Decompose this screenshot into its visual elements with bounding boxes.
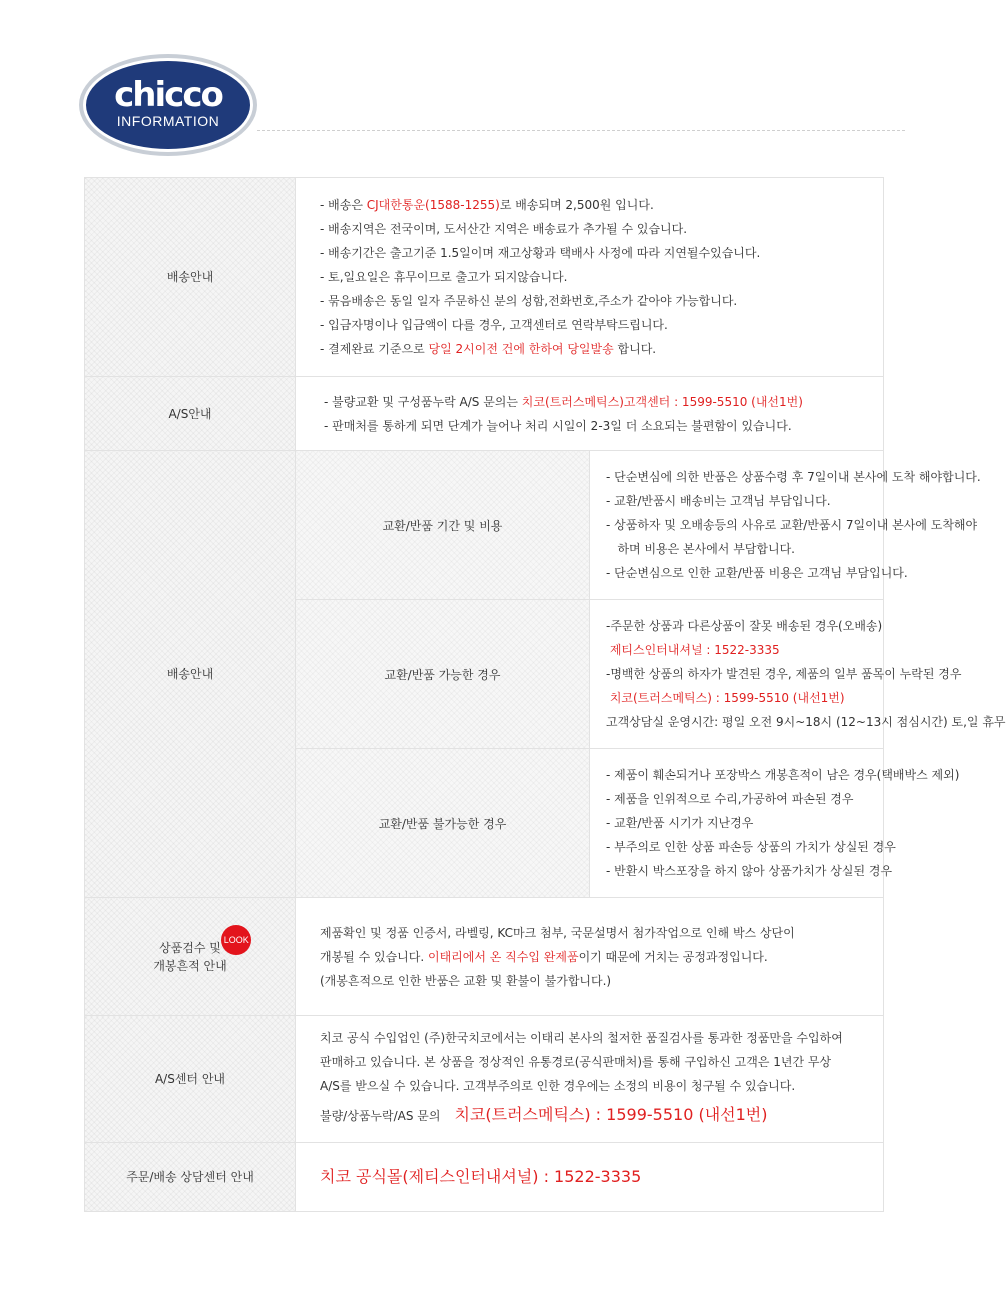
inspection-label-line-1: 상품검수 및 — [159, 940, 221, 955]
inspection-label — [85, 898, 296, 1016]
period-line-2: - 교환/반품시 배송비는 고객님 부담입니다. — [606, 494, 831, 508]
as-center-line-2: 판매하고 있습니다. 본 상품을 정상적인 유통경로(공식판매처)를 통해 구입하신 고객은 1년간 무상 — [320, 1054, 832, 1069]
period-line-1: - 단순변심에 의한 반품은 상품수령 후 7일이내 본사에 도착 해야합니다. — [606, 470, 981, 484]
look-badge: LOOK — [221, 925, 251, 955]
impossible-line-2: - 제품을 인위적으로 수리,가공하여 파손된 경우 — [606, 792, 854, 806]
inspection-line-2: 개봉될 수 있습니다. 이태리에서 온 직수입 완제품이기 때문에 거치는 공정과정입니다. — [320, 949, 768, 964]
possible-line-4: 치코(트러스메틱스) : 1599-5510 (내선1번) — [606, 691, 845, 705]
order-center-text: 치코 공식몰(제티스인터내셔널) : 1522-3335 — [320, 1167, 642, 1186]
as-center-line-1: 치코 공식 수입업인 (주)한국치코에서는 이태리 본사의 철저한 품질검사를 통과한 정품만을 수입하여 — [320, 1030, 843, 1045]
returns-impossible-content — [590, 749, 960, 898]
impossible-line-1: - 제품이 훼손되거나 포장박스 개봉흔적이 남은 경우(택배박스 제외) — [606, 768, 960, 782]
inspection-content — [296, 898, 884, 1016]
as-label: A/S안내 — [85, 377, 296, 451]
row-order-center — [85, 1143, 884, 1212]
row-returns-period — [85, 451, 884, 600]
shipping-line-3: - 배송기간은 출고기준 1.5일이며 재고상황과 택배사 사정에 따라 지연될수있습니다. — [320, 246, 761, 260]
possible-line-1: -주문한 상품과 다른상품이 잘못 배송된 경우(오배송) — [606, 619, 883, 633]
shipping-label: 배송안내 — [85, 178, 296, 377]
inspection-label-wrap — [153, 934, 249, 975]
row-inspection — [85, 898, 884, 1016]
inspection-label-line-2: 개봉흔적 안내 — [153, 958, 227, 973]
order-center-label: 주문/배송 상담센터 안내 — [85, 1143, 296, 1212]
period-line-3: - 상품하자 및 오배송등의 사유로 교환/반품시 7일이내 본사에 도착해야 — [606, 518, 978, 532]
inspection-line-1: 제품확인 및 정품 인증서, 라벨링, KC마크 첨부, 국문설명서 첨가작업으로 인해 박스 상단이 — [320, 925, 795, 940]
as-center-label: A/S센터 안내 — [85, 1016, 296, 1143]
returns-label: 배송안내 — [85, 451, 296, 898]
period-line-4: 하며 비용은 본사에서 부담합니다. — [606, 542, 795, 556]
as-center-line-4: 불량/상품누락/AS 문의 치코(트러스메틱스) : 1599-5510 (내선1번) — [320, 1104, 768, 1124]
impossible-line-5: - 반환시 박스포장을 하지 않아 상품가치가 상실된 경우 — [606, 864, 893, 878]
returns-possible-label: 교환/반품 가능한 경우 — [296, 600, 590, 749]
logo-brand-text: chicco — [114, 75, 222, 115]
possible-line-5: 고객상담실 운영시간: 평일 오전 9시~18시 (12~13시 점심시간) 토,일 휴무 — [606, 715, 1006, 729]
shipping-line-1: - 배송은 CJ대한통운(1588-1255)로 배송되며 2,500원 입니다. — [320, 198, 654, 212]
as-content — [296, 377, 884, 451]
shipping-line-4: - 토,일요일은 휴무이므로 출고가 되지않습니다. — [320, 270, 568, 284]
logo-sub-text: INFORMATION — [116, 113, 220, 129]
shipping-line-2: - 배송지역은 전국이며, 도서산간 지역은 배송료가 추가될 수 있습니다. — [320, 222, 688, 236]
returns-possible-content — [590, 600, 1006, 749]
possible-line-3: -명백한 상품의 하자가 발견된 경우, 제품의 일부 품목이 누락된 경우 — [606, 667, 962, 681]
inspection-line-3: (개봉흔적으로 인한 반품은 교환 및 환불이 불가합니다.) — [320, 973, 612, 988]
order-center-content — [296, 1143, 884, 1212]
returns-impossible-label: 교환/반품 불가능한 경우 — [296, 749, 590, 898]
row-shipping — [85, 178, 884, 377]
as-line-1: - 불량교환 및 구성품누락 A/S 문의는 치코(트러스메틱스)고객센터 : 1599-5510 (내선1번) — [324, 394, 803, 409]
chicco-logo — [79, 54, 257, 156]
shipping-content — [296, 178, 884, 377]
as-line-2: - 판매처를 통하게 되면 단계가 늘어나 처리 시일이 2-3일 더 소요되는 불편함이 있습니다. — [324, 418, 792, 433]
as-center-line-3: A/S를 받으실 수 있습니다. 고객부주의로 인한 경우에는 소정의 비용이 청구될 수 있습니다. — [320, 1078, 796, 1093]
period-line-5: - 단순변심으로 인한 교환/반품 비용은 고객님 부담입니다. — [606, 566, 908, 580]
returns-period-content — [590, 451, 981, 600]
header-divider — [257, 130, 905, 131]
row-as-center — [85, 1016, 884, 1143]
as-center-content — [296, 1016, 884, 1143]
returns-period-label: 교환/반품 기간 및 비용 — [296, 451, 590, 600]
possible-line-2: 제티스인터내셔널 : 1522-3335 — [606, 643, 780, 657]
row-as — [85, 377, 884, 451]
shipping-line-6: - 입금자명이나 입금액이 다를 경우, 고객센터로 연락부탁드립니다. — [320, 318, 668, 332]
shipping-line-7: - 결제완료 기준으로 당일 2시이전 건에 한하여 당일발송 합니다. — [320, 342, 657, 356]
logo-badge — [86, 61, 250, 149]
logo-ring — [83, 58, 253, 152]
impossible-line-3: - 교환/반품 시기가 지난경우 — [606, 816, 754, 830]
info-table — [84, 177, 1006, 1212]
impossible-line-4: - 부주의로 인한 상품 파손등 상품의 가치가 상실된 경우 — [606, 840, 896, 854]
shipping-line-5: - 묶음배송은 동일 일자 주문하신 분의 성함,전화번호,주소가 같아야 가능합니다. — [320, 294, 738, 308]
